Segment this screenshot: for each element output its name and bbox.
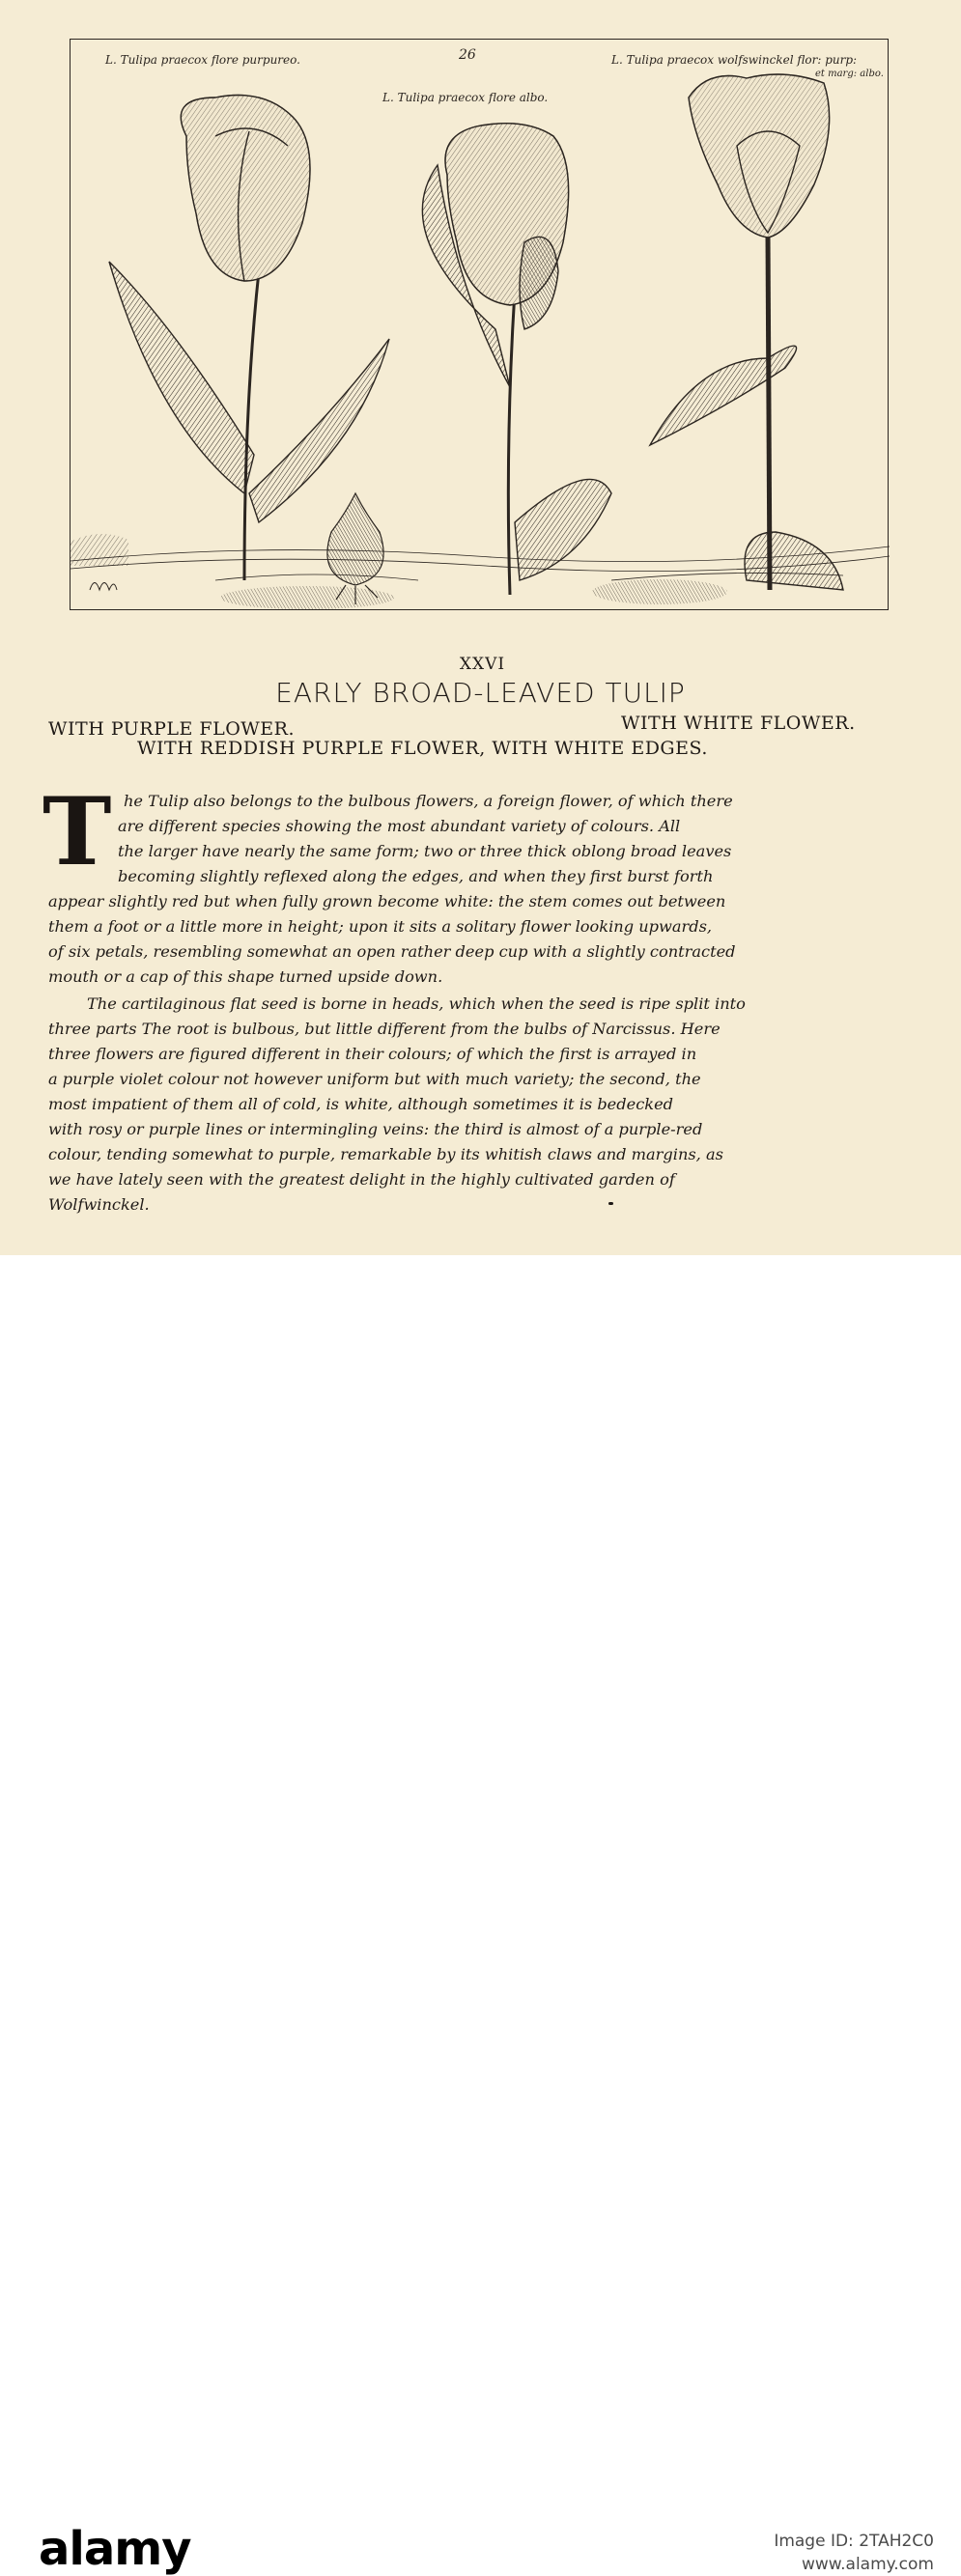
chapter-numeral: XXVI	[459, 655, 506, 674]
watermark-bar	[0, 1255, 961, 2576]
body-line: are different species showing the most abundant variety of colours. All	[118, 817, 681, 835]
body-line: three flowers are figured different in their colours; of which the first is arrayed in	[48, 1045, 697, 1063]
body-line: colour, tending somewhat to purple, remarkable by its whitish claws and margins, as	[48, 1145, 723, 1163]
body-line: them a foot or a little more in height; upon it sits a solitary flower looking upwards,	[48, 917, 713, 936]
middle-tulip	[422, 124, 611, 595]
caption-right: L. Tulipa praecox wolfswinckel flor: purp:	[611, 53, 858, 67]
body-line: a purple violet colour not however uniform but with much variety; the second, the	[48, 1070, 701, 1088]
body-line: most impatient of them all of cold, is white, although sometimes it is bedecked	[48, 1095, 674, 1113]
body-line: appear slightly red but when fully grown become white: the stem comes out between	[48, 892, 726, 910]
body-line: with rosy or purple lines or intermingling veins: the third is almost of a purple-red	[48, 1120, 703, 1138]
subtitle-purple-flower: WITH PURPLE FLOWER.	[48, 718, 296, 740]
body-line: of six petals, resembling somewhat an open rather deep cup with a slightly contracted	[48, 942, 736, 961]
body-line: The cartilaginous flat seed is borne in heads, which when the seed is ripe split into	[87, 994, 746, 1013]
book-page	[0, 0, 961, 1255]
caption-left: L. Tulipa praecox flore purpureo.	[105, 53, 300, 67]
body-line: we have lately seen with the greatest delight in the highly cultivated garden of	[48, 1170, 675, 1189]
small-plant	[90, 583, 117, 591]
body-line: he Tulip also belongs to the bulbous flowers, a foreign flower, of which there	[124, 792, 733, 810]
subtitle-white-flower: WITH WHITE FLOWER.	[621, 713, 856, 734]
plate-number: 26	[459, 47, 476, 63]
right-tulip	[650, 74, 843, 590]
alamy-logo: alamy	[39, 2522, 191, 2576]
subtitle-reddish-purple: WITH REDDISH PURPLE FLOWER, WITH WHITE EDGES.	[137, 738, 708, 759]
drop-cap: T	[42, 777, 112, 886]
body-line: Wolfwinckel.	[48, 1195, 150, 1214]
page-title: EARLY BROAD-LEAVED TULIP	[275, 677, 686, 709]
site-url: www.alamy.com	[801, 2555, 934, 2574]
engraving-plate	[70, 39, 889, 610]
caption-middle: L. Tulipa praecox flore albo.	[382, 91, 549, 104]
image-id-label: Image ID: 2TAH2C0	[774, 2532, 934, 2551]
body-line: three parts The root is bulbous, but little different from the bulbs of Narcissus. Here	[48, 1020, 721, 1038]
body-line: the larger have nearly the same form; two or three thick oblong broad leaves	[118, 842, 732, 860]
body-line: mouth or a cap of this shape turned upside down.	[48, 967, 443, 986]
page-mark	[608, 1202, 613, 1205]
caption-right-line2: et marg: albo.	[815, 69, 884, 79]
tulip-engraving-illustration	[71, 40, 890, 611]
body-line: becoming slightly reflexed along the edges, and when they first burst forth	[118, 867, 714, 885]
